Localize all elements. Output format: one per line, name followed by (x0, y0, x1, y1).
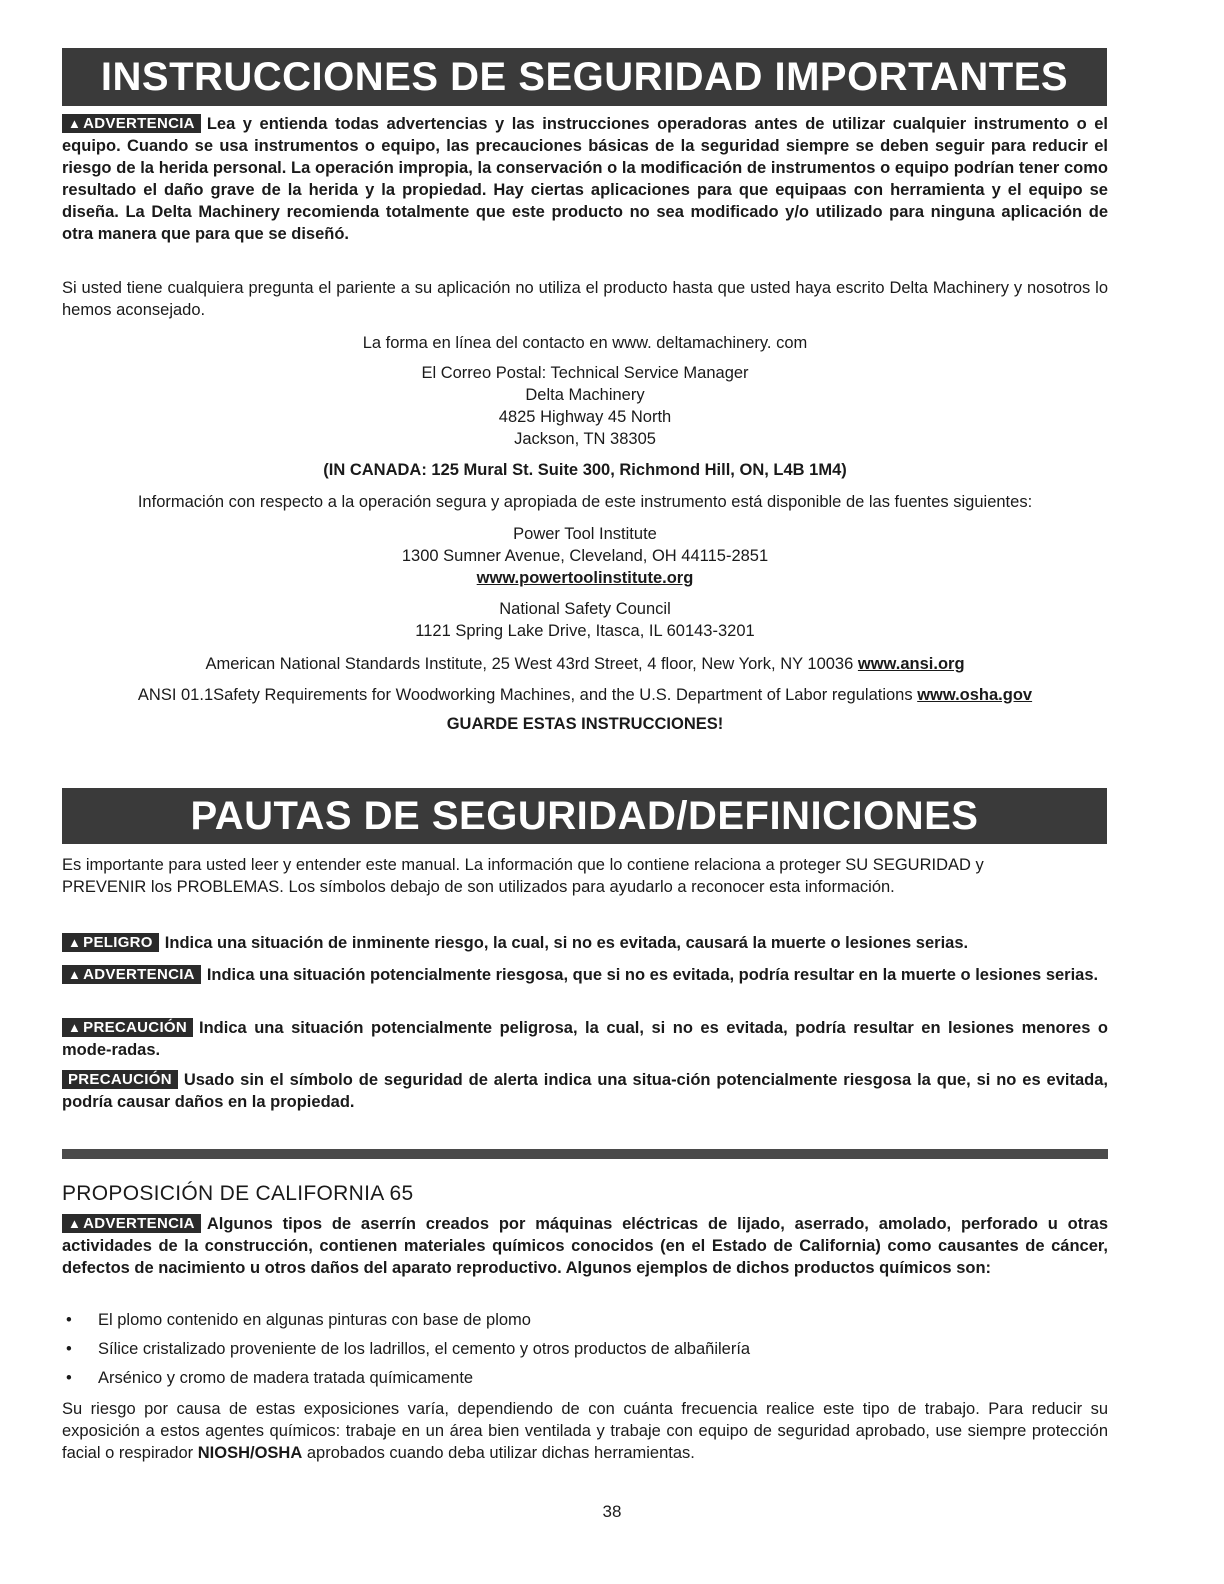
question-paragraph: Si usted tiene cualquiera pregunta el pariente a su aplicación no utiliza el producto hasta que usted haya escrito Delta Machinery y nosotros lo hemos aconsejado. (62, 279, 1108, 319)
warning-label (62, 114, 201, 133)
section-divider (62, 1149, 1108, 1159)
precaucion-alert-label: ▲ PRECAUCIÓN (62, 1018, 193, 1037)
alert-triangle-icon: ▲ (68, 116, 82, 131)
definition-precaucion-alert (62, 1017, 1108, 1061)
postal-line: 4825 Highway 45 North (498, 408, 672, 426)
osha-line (62, 684, 1108, 706)
postal-line: El Correo Postal: Technical Service Manager (421, 364, 749, 382)
warning-text: Lea y entienda todas advertencias y las instrucciones operadoras antes de utilizar cualquier instrumento o el equipo. Cuando se usa instrumentos o equipo, las precauciones básicas de la seguridad siempre se deben seguir para reducir el riesgo de la herida personal. La operación impropia, la conservación o la modificación de instrumentos o equipo podrían tener como resultado el daño grave de la herida y la propiedad. Hay ciertas aplicaciones para que equipaas con herramienta y el equipo se diseña. La Delta Machinery recomienda totalmente que este producto no sea modificado y/o utilizado para ninguna aplicación de otra manera que para que se diseñó. (62, 115, 1108, 243)
power-tool-institute (62, 523, 1108, 589)
postal-line: Jackson, TN 38305 (514, 430, 656, 448)
prop65-heading: PROPOSICIÓN DE CALIFORNIA 65 (62, 1182, 414, 1205)
alert-triangle-icon: ▲ (68, 1020, 82, 1035)
definitions-banner: PAUTAS DE SEGURIDAD/DEFINICIONES (62, 788, 1107, 844)
alert-triangle-icon: ▲ (68, 967, 82, 982)
list-item: • El plomo contenido en algunas pinturas con base de plomo (66, 1311, 531, 1329)
prop65-warning (62, 1213, 1108, 1279)
definition-precaucion (62, 1069, 1108, 1113)
precaucion-label: PRECAUCIÓN (62, 1070, 178, 1089)
ansi-text: American National Standards Institute, 25 West 43rd Street, 4 floor, New York, NY 10036 (205, 655, 854, 673)
postal-address (62, 362, 1108, 450)
list-item: • Sílice cristalizado proveniente de los ladrillos, el cemento y otros productos de albañilería (66, 1340, 751, 1358)
osha-text: ANSI 01.1Safety Requirements for Woodworking Machines, and the U.S. Department of Labor regulations (137, 686, 913, 704)
osha-link[interactable]: www.osha.gov (917, 686, 1033, 704)
alert-triangle-icon: ▲ (68, 1216, 82, 1231)
peligro-label: ▲ PELIGRO (62, 933, 159, 952)
info-sources: Información con respecto a la operación segura y apropiada de este instrumento está disponible de las fuentes siguientes: (137, 493, 1033, 511)
prop65-warning-label: ▲ ADVERTENCIA (62, 1214, 201, 1233)
safety-instructions-banner: INSTRUCCIONES DE SEGURIDAD IMPORTANTES (62, 48, 1107, 106)
advertencia-text: Indica una situación potencialmente riesgosa, que si no es evitada, podría resultar en la muerte o lesiones serias. (206, 966, 1099, 984)
prop65-warning-text: Algunos tipos de aserrín creados por máquinas eléctricas de lijado, aserrado, amolado, perforado u otras actividades de la construcción, contienen materiales químicos conocidos (en el Estado de California) como causantes de cáncer, defectos de nacimiento u otros daños del aparato reproductivo. Algunos ejemplos de dichos productos químicos son: (62, 1215, 1108, 1277)
list-item: • Arsénico y cromo de madera tratada químicamente (66, 1369, 474, 1387)
ansi-link[interactable]: www.ansi.org (857, 655, 965, 673)
postal-line: Delta Machinery (525, 386, 645, 404)
national-safety-council (62, 598, 1108, 642)
chemicals-list (62, 1309, 1108, 1396)
online-contact: La forma en línea del contacto en www. deltamachinery. com (362, 334, 808, 352)
alert-triangle-icon: ▲ (68, 935, 82, 950)
pti-link[interactable]: www.powertoolinstitute.org (476, 569, 694, 587)
peligro-text: Indica una situación de inminente riesgo, la cual, si no es evitada, causará la muerte o lesiones serias. (164, 934, 969, 952)
page-number: 38 (602, 1502, 622, 1521)
pti-name: Power Tool Institute (513, 525, 657, 543)
ansi-line (62, 653, 1108, 675)
safety-warning-paragraph (62, 113, 1108, 245)
risk-paragraph: Su riesgo por causa de estas exposiciones varía, dependiendo de con cuánta frecuencia realice este tipo de trabajo. Para reducir su exposición a estos agentes químicos: trabaje en un área bien ventilada y trabaje con equipo de seguridad aprobado, use siempre protección facial o respirador NIOSH/OSHA aprobados cuando deba utilizar dichas herramientas. (62, 1400, 1108, 1462)
precaucion-alert-text: Indica una situación potencialmente peligrosa, la cual, si no es evitada, podría resultar en lesiones menores o mode-radas. (62, 1019, 1108, 1059)
nsc-address: 1121 Spring Lake Drive, Itasca, IL 60143-3201 (415, 622, 755, 640)
nsc-name: National Safety Council (499, 600, 671, 618)
precaucion-text: Usado sin el símbolo de seguridad de alerta indica una situa-ción potencialmente riesgosa la que, si no es evitada, podría causar daños en la propiedad. (62, 1071, 1108, 1111)
definitions-intro: Es importante para usted leer y entender este manual. La información que lo contiene relaciona a proteger SU SEGURIDAD y PREVENIR los PROBLEMAS. Los símbolos debajo de son utilizados para ayudarlo a reconocer esta información. (62, 856, 984, 896)
definition-advertencia (62, 964, 1108, 986)
canada-address: (IN CANADA: 125 Mural St. Suite 300, Richmond Hill, ON, L4B 1M4) (323, 461, 847, 479)
pti-address: 1300 Sumner Avenue, Cleveland, OH 44115-2851 (401, 547, 769, 565)
warning-label-text: ADVERTENCIA (83, 115, 195, 132)
niosh-osha: NIOSH/OSHA (197, 1444, 303, 1462)
advertencia-label: ▲ ADVERTENCIA (62, 965, 201, 984)
definition-peligro (62, 932, 1108, 954)
save-instructions: GUARDE ESTAS INSTRUCCIONES! (446, 715, 724, 733)
